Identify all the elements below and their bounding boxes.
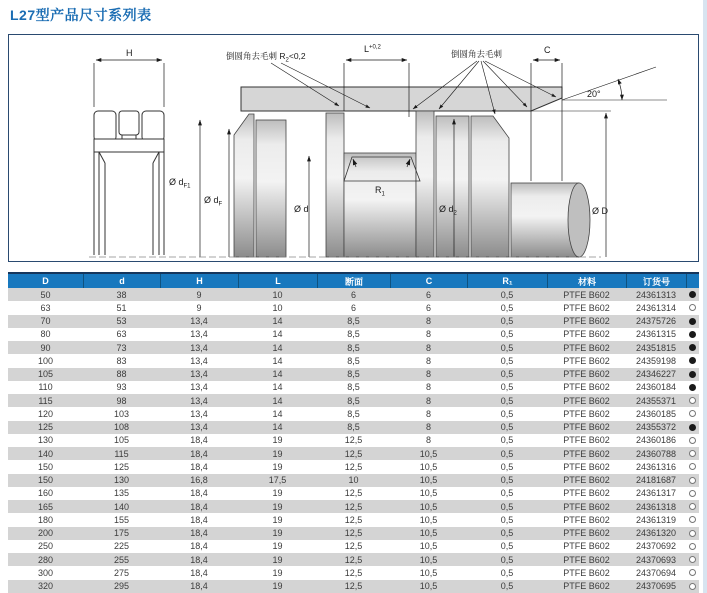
table-row — [8, 421, 699, 434]
table-cell: 12,5 — [344, 514, 363, 525]
table-cell: 0,5 — [500, 581, 514, 592]
table-cell: 12,5 — [344, 501, 363, 512]
table-cell: 8 — [425, 369, 431, 380]
table-cell: 0,5 — [500, 408, 514, 419]
table-cell: 14 — [272, 382, 283, 393]
table-cell: PTFE B602 — [563, 408, 610, 419]
table-cell: 12,5 — [344, 488, 363, 499]
table-cell: 0,5 — [500, 528, 514, 539]
table-cell: 320 — [37, 581, 54, 592]
table-cell: 24375726 — [635, 316, 677, 327]
table-cell: 12,5 — [344, 528, 363, 539]
table-cell: 8 — [425, 422, 431, 433]
table-cell: 24361319 — [635, 514, 677, 525]
table-cell: 0,5 — [500, 355, 514, 366]
table-cell: 18,4 — [190, 541, 208, 552]
table-row — [8, 487, 699, 500]
table-row — [8, 434, 699, 447]
table-cell: 0,5 — [500, 475, 514, 486]
table-cell: 24181687 — [635, 475, 677, 486]
dim-C — [531, 60, 562, 181]
table-cell: 0,5 — [500, 302, 514, 313]
availability-dot — [686, 447, 699, 460]
page-title: L27型产品尺寸系列表 — [10, 7, 152, 23]
table-cell: 13,4 — [190, 382, 208, 393]
table-row — [8, 394, 699, 407]
label-df1: Ø $d_{F1}$ — [169, 177, 191, 190]
table-cell: 13,4 — [190, 369, 208, 380]
column-header-D: D — [42, 276, 49, 286]
table-cell: PTFE B602 — [563, 567, 610, 578]
table-row — [8, 328, 699, 341]
availability-dot — [686, 527, 699, 540]
table-cell: 200 — [37, 528, 54, 539]
table-cell: 8,5 — [347, 329, 360, 340]
table-cell: 0,5 — [500, 342, 514, 353]
table-cell: 18,4 — [190, 581, 208, 592]
table-cell: 14 — [272, 342, 283, 353]
table-cell: PTFE B602 — [563, 475, 610, 486]
table-cell: PTFE B602 — [563, 448, 610, 459]
table-cell: 8,5 — [347, 408, 360, 419]
availability-dot — [686, 553, 699, 566]
table-row — [8, 354, 699, 367]
table-cell: 13,4 — [190, 422, 208, 433]
table-cell: 0,5 — [500, 369, 514, 380]
table-cell: 0,5 — [500, 435, 514, 446]
table-cell: 8 — [425, 316, 431, 327]
table-cell: 18,4 — [190, 435, 208, 446]
table-cell: 83 — [116, 355, 127, 366]
table-cell: 51 — [116, 302, 127, 313]
table-cell: 130 — [37, 435, 54, 446]
table-cell: 19 — [272, 488, 283, 499]
table-cell: 13,4 — [190, 355, 208, 366]
table-cell: 24355371 — [635, 395, 677, 406]
table-cell: PTFE B602 — [563, 528, 610, 539]
table-cell: 8,5 — [347, 382, 360, 393]
availability-dot — [686, 421, 699, 434]
table-cell: 24360185 — [635, 408, 677, 419]
table-cell: 13,4 — [190, 329, 208, 340]
table-cell: 100 — [37, 355, 54, 366]
table-row — [8, 288, 699, 301]
table-cell: 16,8 — [190, 475, 208, 486]
availability-dot — [686, 354, 699, 367]
column-header-availability — [686, 274, 699, 288]
table-cell: 105 — [113, 435, 130, 446]
table-header-row — [8, 272, 699, 288]
drawing-svg — [9, 35, 698, 261]
table-cell: 295 — [113, 581, 130, 592]
table-cell: 6 — [425, 289, 431, 300]
table-cell: 19 — [272, 581, 283, 592]
availability-dot — [686, 315, 699, 328]
table-cell: 24361318 — [635, 501, 677, 512]
table-cell: 24361320 — [635, 528, 677, 539]
table-cell: 10,5 — [419, 475, 438, 486]
table-cell: 8 — [425, 329, 431, 340]
table-cell: 105 — [37, 369, 54, 380]
label-df: Ø $d_F$ — [204, 195, 223, 208]
table-cell: 24361317 — [635, 488, 677, 499]
table-cell: 10,5 — [419, 461, 438, 472]
table-cell: 18,4 — [190, 514, 208, 525]
table-cell: 135 — [113, 488, 130, 499]
availability-dot — [686, 288, 699, 301]
table-cell: 8 — [425, 408, 431, 419]
table-cell: 150 — [37, 475, 54, 486]
table-cell: 14 — [272, 395, 283, 406]
table-cell: 0,5 — [500, 422, 514, 433]
table-cell: 19 — [272, 461, 283, 472]
table-cell: 140 — [113, 501, 130, 512]
table-cell: 10,5 — [419, 554, 438, 565]
table-row — [8, 540, 699, 553]
table-cell: 19 — [272, 501, 283, 512]
dim-H — [94, 60, 164, 107]
table-cell: 225 — [113, 541, 130, 552]
table-cell: 255 — [113, 554, 130, 565]
table-cell: 50 — [40, 289, 51, 300]
table-cell: 18,4 — [190, 567, 208, 578]
table-row — [8, 513, 699, 526]
label-d: Ø d — [294, 204, 309, 214]
table-cell: 19 — [272, 528, 283, 539]
table-cell: 10 — [348, 475, 359, 486]
housing-bar — [241, 67, 667, 111]
table-cell: 10,5 — [419, 448, 438, 459]
table-cell: 0,5 — [500, 567, 514, 578]
table-cell: PTFE B602 — [563, 316, 610, 327]
table-cell: 24359198 — [635, 355, 677, 366]
availability-dot — [686, 368, 699, 381]
table-row — [8, 301, 699, 314]
shaft-sections — [234, 111, 590, 257]
table-cell: 24361314 — [635, 302, 677, 313]
table-cell: 10,5 — [419, 528, 438, 539]
table-cell: 0,5 — [500, 541, 514, 552]
table-cell: 8 — [425, 435, 431, 446]
column-header-R1: R₁ — [467, 274, 547, 288]
table-row — [8, 553, 699, 566]
table-cell: 8 — [425, 355, 431, 366]
table-cell: 13,4 — [190, 342, 208, 353]
table-cell: 24351815 — [635, 342, 677, 353]
table-cell: 14 — [272, 369, 283, 380]
table-cell: 10,5 — [419, 488, 438, 499]
table-cell: 12,5 — [344, 581, 363, 592]
table-cell: 12,5 — [344, 554, 363, 565]
table-cell: 19 — [272, 448, 283, 459]
table-cell: 10 — [272, 289, 283, 300]
table-cell: 6 — [350, 289, 356, 300]
availability-dot — [686, 341, 699, 354]
table-cell: 0,5 — [500, 395, 514, 406]
table-cell: 8 — [425, 395, 431, 406]
seal-cross-section — [94, 111, 164, 255]
label-d2: Ø $d_2$ — [439, 204, 457, 217]
table-cell: 53 — [116, 316, 127, 327]
table-cell: 0,5 — [500, 329, 514, 340]
table-cell: 38 — [116, 289, 127, 300]
table-cell: 13,4 — [190, 408, 208, 419]
table-cell: 10,5 — [419, 541, 438, 552]
column-header-C: C — [390, 274, 467, 288]
table-cell: 24370694 — [635, 567, 677, 578]
table-cell: 14 — [272, 422, 283, 433]
table-cell: PTFE B602 — [563, 554, 610, 565]
table-cell: 0,5 — [500, 382, 514, 393]
table-row — [8, 407, 699, 420]
availability-dot — [686, 566, 699, 579]
table-cell: 165 — [37, 501, 54, 512]
table-cell: 115 — [114, 448, 129, 459]
column-header-order-number: 订货号 — [626, 274, 686, 288]
table-cell: 300 — [37, 567, 54, 578]
table-cell: 24361316 — [635, 461, 677, 472]
table-cell: 24360184 — [635, 382, 677, 393]
table-cell: 120 — [37, 408, 54, 419]
table-cell: PTFE B602 — [563, 581, 610, 592]
table-row — [8, 580, 699, 593]
table-cell: 19 — [272, 541, 283, 552]
table-cell: 12,5 — [344, 435, 363, 446]
availability-dot — [686, 434, 699, 447]
table-row — [8, 315, 699, 328]
table-cell: 14 — [272, 408, 283, 419]
table-cell: 24360788 — [635, 448, 677, 459]
table-cell: 10,5 — [419, 581, 438, 592]
table-cell: 14 — [272, 329, 283, 340]
column-header-material: 材料 — [547, 274, 626, 288]
table-cell: 12,5 — [344, 461, 363, 472]
label-angle: 20° — [587, 89, 601, 99]
table-cell: 90 — [40, 342, 51, 353]
table-cell: 13,4 — [190, 395, 208, 406]
table-cell: PTFE B602 — [563, 382, 610, 393]
availability-dot — [686, 328, 699, 341]
table-cell: PTFE B602 — [563, 514, 610, 525]
table-cell: 115 — [38, 395, 53, 406]
table-cell: 14 — [272, 316, 283, 327]
table-cell: 103 — [113, 408, 130, 419]
table-cell: 9 — [196, 289, 202, 300]
table-cell: 0,5 — [500, 461, 514, 472]
table-row — [8, 500, 699, 513]
table-cell: 180 — [37, 514, 54, 525]
availability-dot — [686, 460, 699, 473]
table-row — [8, 447, 699, 460]
table-cell: 24370695 — [635, 581, 677, 592]
table-cell: 19 — [272, 435, 283, 446]
availability-dot — [686, 301, 699, 314]
table-cell: 24360186 — [635, 435, 677, 446]
table-cell: 6 — [425, 302, 431, 313]
label-r1: $R_1$ — [375, 185, 385, 198]
table-cell: 108 — [113, 422, 130, 433]
dimension-table — [8, 272, 699, 593]
table-cell: 14 — [272, 355, 283, 366]
table-cell: 18,4 — [190, 501, 208, 512]
table-cell: 18,4 — [190, 461, 208, 472]
table-row — [8, 474, 699, 487]
table-body — [8, 288, 699, 593]
table-cell: PTFE B602 — [563, 355, 610, 366]
column-header-section: 断面 — [317, 274, 390, 288]
table-cell: 125 — [113, 461, 130, 472]
table-cell: 140 — [37, 448, 54, 459]
table-cell: 18,4 — [190, 448, 208, 459]
table-row — [8, 460, 699, 473]
table-cell: 155 — [113, 514, 130, 525]
table-cell: 0,5 — [500, 514, 514, 525]
table-cell: 0,5 — [500, 488, 514, 499]
table-cell: PTFE B602 — [563, 422, 610, 433]
table-cell: 93 — [116, 382, 127, 393]
table-cell: PTFE B602 — [563, 302, 610, 313]
table-cell: 9 — [196, 302, 202, 313]
table-cell: 70 — [40, 316, 51, 327]
table-cell: PTFE B602 — [563, 289, 610, 300]
table-cell: 98 — [116, 395, 127, 406]
table-cell: 88 — [116, 369, 127, 380]
table-cell: 18,4 — [190, 554, 208, 565]
table-cell: 8,5 — [347, 369, 360, 380]
table-row — [8, 566, 699, 579]
table-cell: 63 — [116, 329, 127, 340]
table-cell: PTFE B602 — [563, 461, 610, 472]
availability-dot — [686, 500, 699, 513]
table-cell: 8,5 — [347, 395, 360, 406]
table-cell: 10,5 — [419, 501, 438, 512]
table-cell: 125 — [37, 422, 54, 433]
table-cell: PTFE B602 — [563, 435, 610, 446]
table-cell: 160 — [37, 488, 54, 499]
table-cell: PTFE B602 — [563, 541, 610, 552]
table-cell: 280 — [37, 554, 54, 565]
availability-dot — [686, 540, 699, 553]
table-cell: 12,5 — [344, 541, 363, 552]
table-cell: 8 — [425, 382, 431, 393]
availability-dot — [686, 407, 699, 420]
table-cell: 80 — [40, 329, 51, 340]
table-cell: 24370692 — [635, 541, 677, 552]
table-cell: 24370693 — [635, 554, 677, 565]
table-cell: 24361313 — [635, 289, 677, 300]
availability-dot — [686, 394, 699, 407]
table-cell: 150 — [37, 461, 54, 472]
table-cell: 24361315 — [635, 329, 677, 340]
table-row — [8, 527, 699, 540]
availability-dot — [686, 474, 699, 487]
table-cell: 24346227 — [635, 369, 677, 380]
table-cell: 0,5 — [500, 448, 514, 459]
table-row — [8, 341, 699, 354]
table-cell: PTFE B602 — [563, 395, 610, 406]
table-cell: 10,5 — [419, 514, 438, 525]
table-cell: PTFE B602 — [563, 329, 610, 340]
availability-dot — [686, 381, 699, 394]
page-edge-strip — [703, 0, 707, 593]
label-l-tolerance: $L^{+0,2}$ — [364, 44, 381, 54]
table-cell: 73 — [116, 342, 127, 353]
table-cell: 18,4 — [190, 488, 208, 499]
table-cell: 0,5 — [500, 316, 514, 327]
table-cell: 19 — [272, 567, 283, 578]
label-deburr-right: 倒圆角去毛刺 — [451, 49, 503, 59]
table-cell: 10,5 — [419, 567, 438, 578]
table-cell: 18,4 — [190, 528, 208, 539]
table-row — [8, 381, 699, 394]
table-cell: 17,5 — [268, 475, 287, 486]
table-cell: 6 — [350, 302, 356, 313]
table-cell: 275 — [113, 567, 130, 578]
table-cell: 175 — [113, 528, 130, 539]
label-deburr-left: 倒圆角去毛刺 $R_2<0,2$ — [226, 51, 306, 64]
table-cell: 19 — [272, 554, 283, 565]
availability-dot — [686, 487, 699, 500]
table-cell: 24355372 — [635, 422, 677, 433]
table-cell: 19 — [272, 514, 283, 525]
table-cell: 12,5 — [344, 448, 363, 459]
availability-dot — [686, 580, 699, 593]
table-cell: 110 — [38, 382, 53, 393]
table-cell: 250 — [37, 541, 54, 552]
table-cell: PTFE B602 — [563, 342, 610, 353]
column-header-H: H — [160, 274, 238, 288]
table-cell: 8,5 — [347, 316, 360, 327]
column-header-d: d — [83, 274, 160, 288]
table-cell: 10 — [272, 302, 283, 313]
availability-dot — [686, 513, 699, 526]
table-cell: 0,5 — [500, 289, 514, 300]
table-cell: 8,5 — [347, 422, 360, 433]
table-cell: 130 — [113, 475, 130, 486]
technical-drawing — [8, 34, 699, 262]
table-cell: 8,5 — [347, 342, 360, 353]
table-cell: 63 — [40, 302, 51, 313]
table-cell: PTFE B602 — [563, 369, 610, 380]
column-header-L: L — [238, 274, 317, 288]
label-c: C — [544, 45, 551, 55]
table-cell: 13,4 — [190, 316, 208, 327]
table-cell: PTFE B602 — [563, 501, 610, 512]
table-cell: 8,5 — [347, 355, 360, 366]
table-row — [8, 368, 699, 381]
label-h: H — [126, 48, 133, 58]
label-dd: Ø D — [592, 206, 609, 216]
table-cell: 0,5 — [500, 554, 514, 565]
table-cell: 8 — [425, 342, 431, 353]
table-cell: PTFE B602 — [563, 488, 610, 499]
table-cell: 0,5 — [500, 501, 514, 512]
table-cell: 12,5 — [344, 567, 363, 578]
